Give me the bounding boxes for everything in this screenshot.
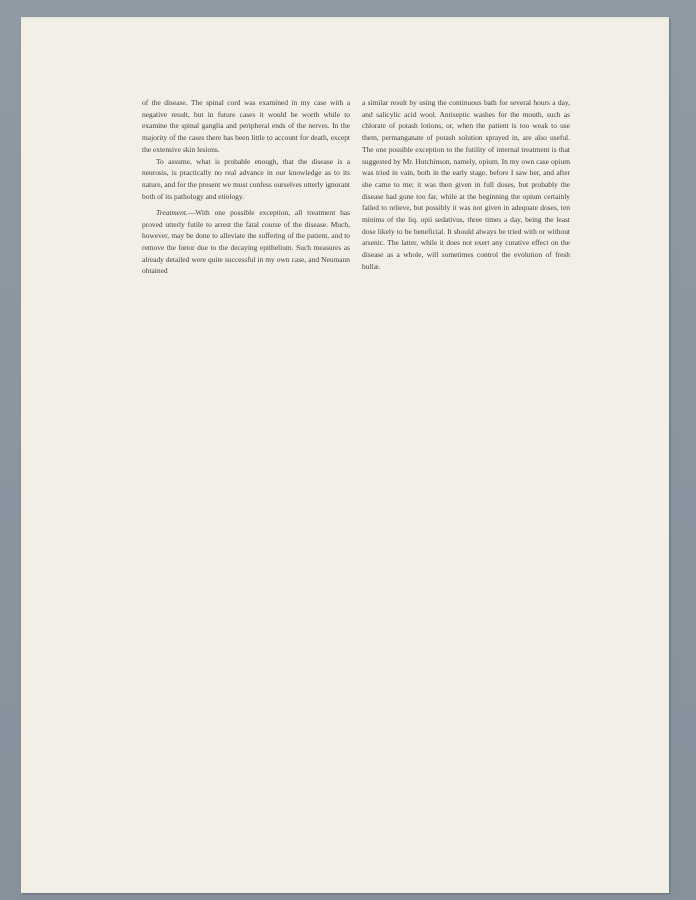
treatment-heading: Treatment. bbox=[156, 207, 188, 217]
right-text-column bbox=[362, 97, 570, 273]
paragraph-neurosis: To assume, what is probable enough, that the disease is a neurosis, is practically no real advance in our knowledge as to its nature, and for the present we must confess ourselves utterly ignorant both of its pathology and etiology. bbox=[142, 156, 350, 201]
paragraph-spinal-cord: of the disease. The spinal cord was examined in my case with a negative result, but in future cases it would be worth while to examine the spinal ganglia and peripheral ends of the nerves. In the majority of the cases there has been little to account for death, except the extensive skin lesions. bbox=[142, 98, 350, 154]
paper-top-edge bbox=[21, 17, 669, 20]
paragraph-continuation: a similar result by using the continuous bath for several hours a day, and salicylic acid wool. Antiseptic washes for the mouth, such as chlorate of potash lotions, or, when the patient is too weak to use them, permanganate of potash solution sprayed in, are also useful. The one possible exception to the futility of internal treatment is that suggested by Mr. Hutchinson, namely, opium. In my own case opium was tried in vain, both in the early stage, before I saw her, and after she came to me; it was then given in full doses, but probably the disease had gone too far, while at the beginning the opium certainly failed to relieve, but possibly it was not given in adequate doses, ten minims of the liq. opii sedativus, three times a day, being the least dose likely to be beneficial. It should always be tried with or without arsenic. The latter, while it does not exert any curative effect on the disease as a whole, will sometimes control the evolution of fresh bullæ. bbox=[362, 98, 570, 271]
left-text-column bbox=[142, 97, 350, 277]
paragraph-treatment bbox=[142, 207, 350, 277]
treatment-text: —With one possible exception, all treatment has proved utterly futile to arrest the fatal course of the disease. Much, however, may be done to alleviate the suffering of the patient, and to remove the fœtor due to the decaying epithelium. Such measures as already detailed were quite successful in my own case, and Neumann obtained bbox=[142, 207, 350, 276]
